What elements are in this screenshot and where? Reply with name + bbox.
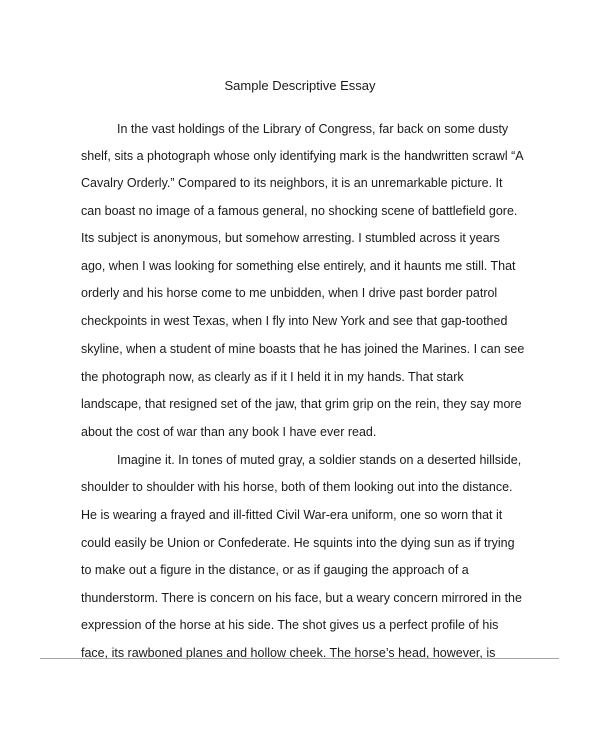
paragraph-line: expression of the horse at his side. The shot gives us a perfect profile of his	[81, 618, 499, 632]
paragraph-line: could easily be Union or Confederate. He squints into the dying sun as if trying	[81, 536, 515, 550]
paragraph-line: skyline, when a student of mine boasts that he has joined the Marines. I can see	[81, 342, 525, 356]
paragraph-line: ago, when I was looking for something else entirely, and it haunts me still. That	[81, 259, 516, 273]
paragraph-line: Cavalry Orderly.” Compared to its neighbors, it is an unremarkable picture. It	[81, 176, 503, 190]
paragraph-line: checkpoints in west Texas, when I fly into New York and see that gap-toothed	[81, 314, 508, 328]
paragraph-line: about the cost of war than any book I have ever read.	[81, 425, 377, 439]
paragraph-line: can boast no image of a famous general, no shocking scene of battlefield gore.	[81, 204, 518, 218]
paragraph-line: the photograph now, as clearly as if it I held it in my hands. That stark	[81, 370, 464, 384]
paragraph-line: He is wearing a frayed and ill-fitted Civil War-era uniform, one so worn that it	[81, 508, 503, 522]
paragraph-line: shoulder to shoulder with his horse, both of them looking out into the distance.	[81, 480, 513, 494]
paragraph-line: face, its rawboned planes and hollow cheek. The horse’s head, however, is	[81, 646, 496, 660]
paragraph-line: to make out a figure in the distance, or as if gauging the approach of a	[81, 563, 469, 577]
paragraph-line: thunderstorm. There is concern on his face, but a weary concern mirrored in the	[81, 591, 522, 605]
essay-title: Sample Descriptive Essay	[224, 78, 376, 93]
paragraph-line: orderly and his horse come to me unbidden, when I drive past border patrol	[81, 286, 498, 300]
paragraph-line: shelf, sits a photograph whose only identifying mark is the handwritten scrawl “A	[81, 149, 524, 163]
paragraph-line: In the vast holdings of the Library of Congress, far back on some dusty	[117, 122, 509, 136]
paragraph-line: Imagine it. In tones of muted gray, a soldier stands on a deserted hillside,	[117, 453, 522, 467]
page-divider	[40, 658, 559, 659]
paragraph-line: landscape, that resigned set of the jaw, that grim grip on the rein, they say more	[81, 397, 522, 411]
paragraph-line: Its subject is anonymous, but somehow arresting. I stumbled across it years	[81, 231, 500, 245]
